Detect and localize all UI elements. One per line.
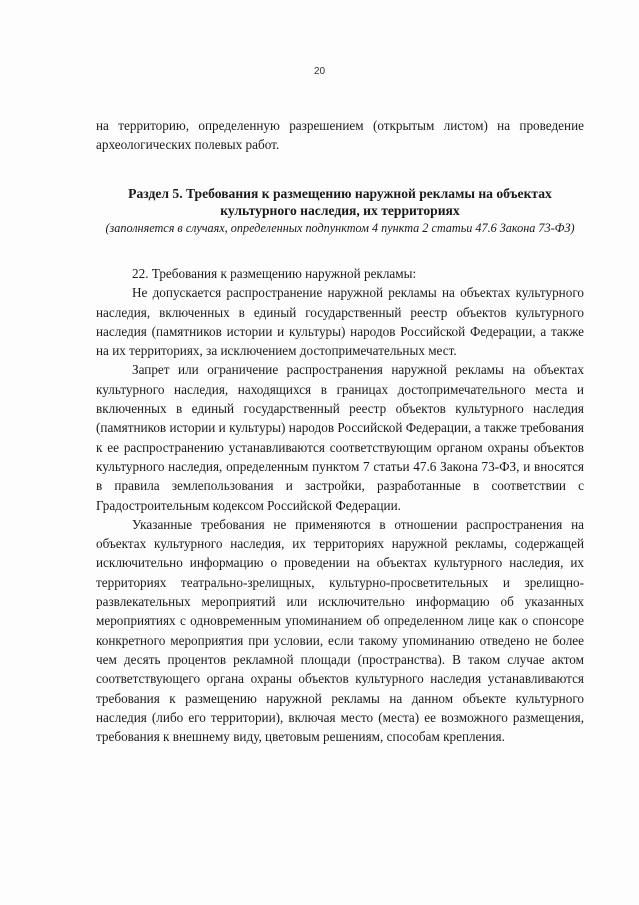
- section-header: [96, 185, 584, 236]
- page-number: 20: [313, 66, 326, 77]
- paragraph-restriction: Запрет или ограничение распространения наружной рекламы на объектах культурного наследия, находящихся в границах достопримечательного места и включенных в единый государственный реестр объектов культурного наследия (памятников истории и культуры) народов Российской Федерации, а также требования к ее распространению устанавливаются соответствующим органом охраны объектов культурного наследия, определенным пунктом 7 статьи 47.6 Закона 73-ФЗ, и вносятся в правила землепользования и застройки, разработанные в соответствии с Градостроительным кодексом Российской Федерации.: [96, 362, 584, 513]
- paragraph-prohibition: Не допускается распространение наружной рекламы на объектах культурного наследия, включенных в единый государственный реестр объектов культурного наследия (памятников истории и культуры) народов Российской Федерации, а также на их территориях, за исключением достопримечательных мест.: [96, 285, 584, 359]
- section-body: [96, 264, 584, 746]
- paragraph-exceptions: Указанные требования не применяются в отношении распространения на объектах культурного наследия, их территориях наружной рекламы, содержащей исключительно информацию о проведении на объектах культурного наследия, их территориях театрально-зрелищных, культурно-просветительных и зрелищно-развлекательных мероприятий или исключительно информацию об указанных мероприятиях с одновременным упоминанием об определенном лице как о спонсоре конкретного мероприятия при условии, если такому упоминанию отведено не более чем десять процентов рекламной площади (пространства). В таком случае актом соответствующего органа охраны объектов культурного наследия устанавливаются требования к размещению наружной рекламы на данном объекте культурного наследия (либо его территории), включая место (места) ее возможного размещения, требования к внешнему виду, цветовым решениям, способам крепления.: [96, 516, 584, 745]
- item-heading: 22. Требования к размещению наружной рекламы:: [132, 266, 417, 281]
- section-note: (заполняется в случаях, определенных подпунктом 4 пункта 2 статьи 47.6 Закона 73-ФЗ): [105, 221, 575, 235]
- continued-paragraph: на территорию, определенную разрешением (открытым листом) на проведение археологических полевых работ.: [96, 118, 584, 153]
- section-title: Раздел 5. Требования к размещению наружной рекламы на объектах культурного наследия, их территориях: [128, 186, 552, 218]
